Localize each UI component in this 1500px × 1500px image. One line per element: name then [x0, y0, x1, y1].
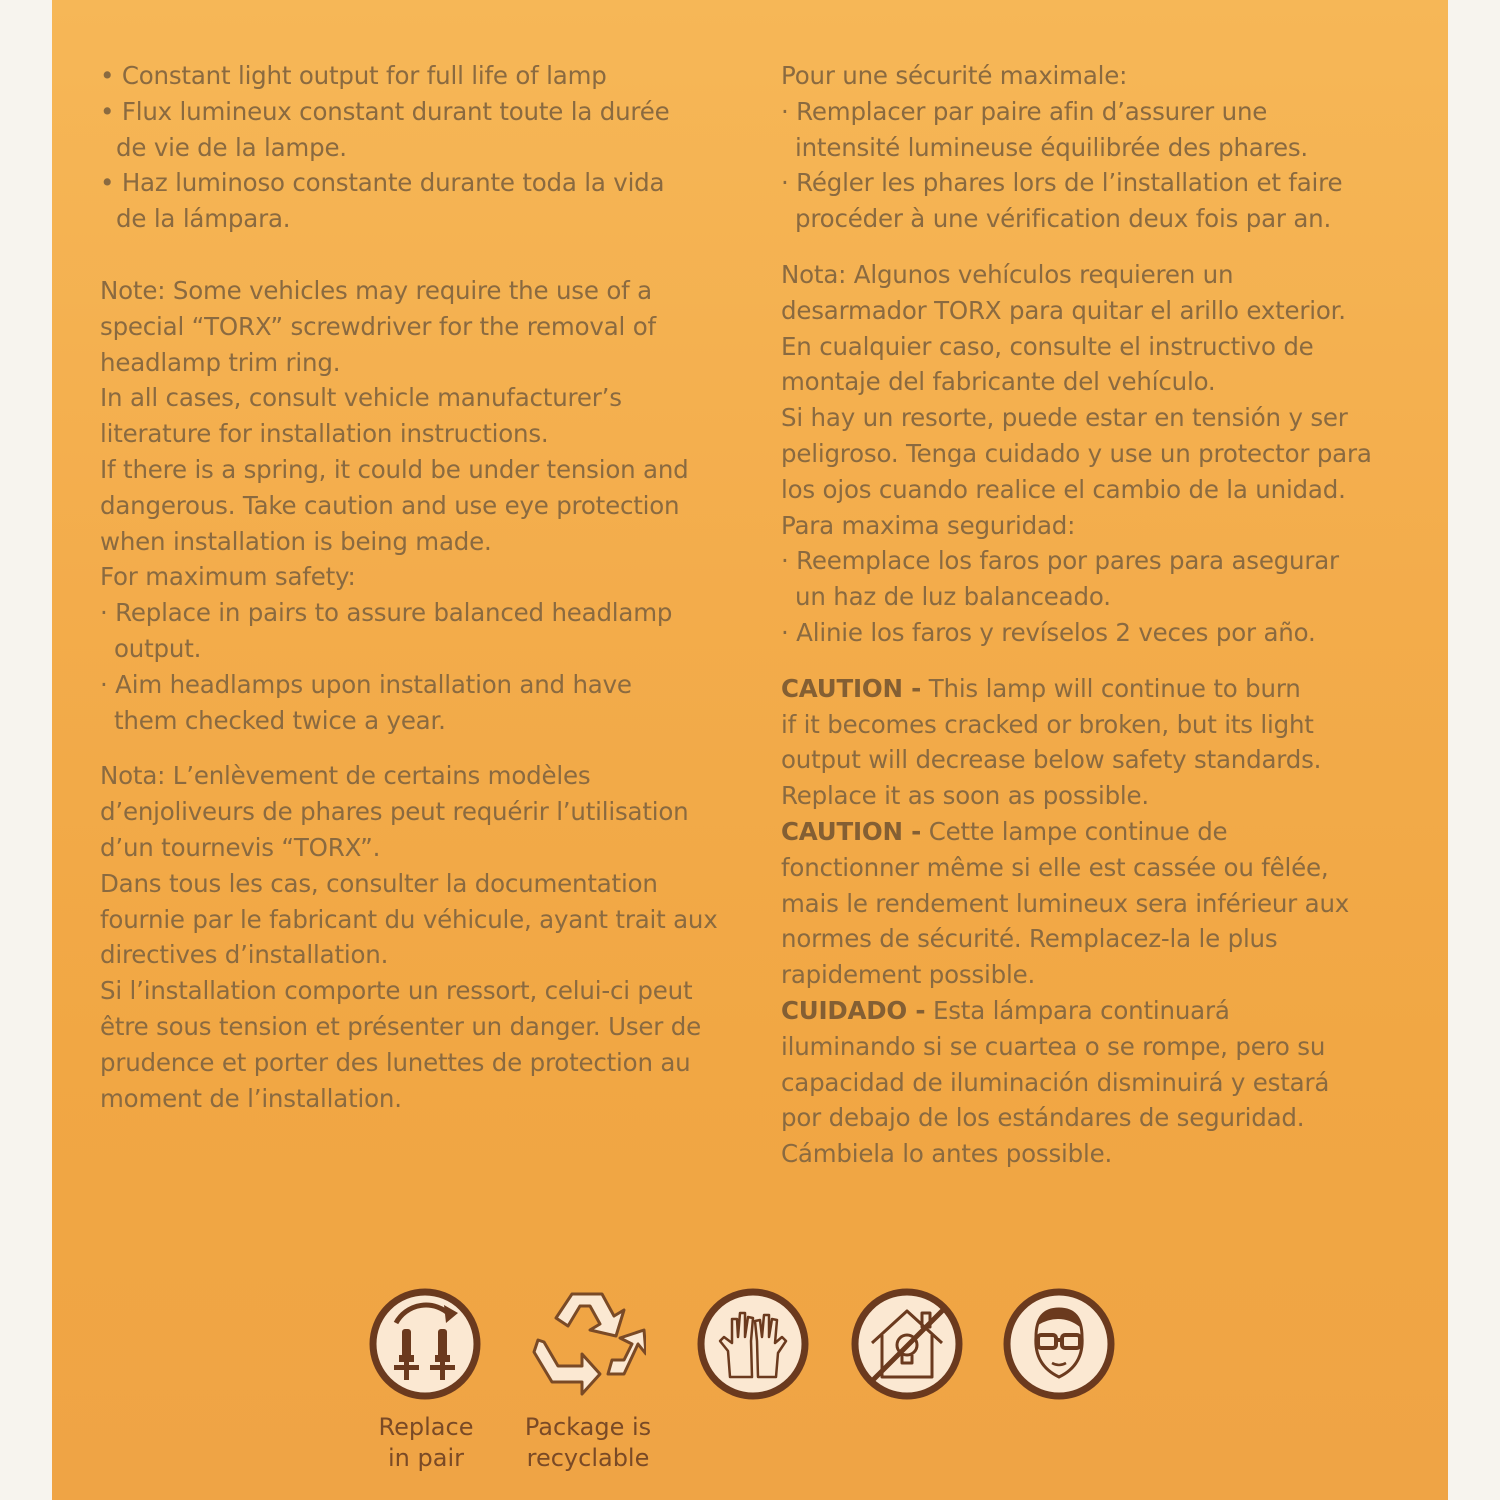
note-fr-line: fournie par le fabricant du véhicule, ayant trait aux: [100, 904, 718, 934]
safety-item-cont: output.: [114, 633, 202, 663]
note-es-line: Para maxima seguridad:: [781, 510, 1076, 540]
note-es-text: : Algunos vehículos requieren un: [838, 259, 1234, 289]
replace-in-pair-label: [346, 1412, 506, 1474]
note-en-line: If there is a spring, it could be under tension and: [100, 454, 689, 484]
caution-en-label: CAUTION -: [781, 673, 922, 703]
safety-item: · Aim headlamps upon installation and have: [100, 669, 632, 699]
caution-fr-line: normes de sécurité. Remplacez-la le plus: [781, 924, 1278, 954]
fr-safety-item-cont: procéder à une vérification deux fois par an.: [795, 204, 1332, 234]
caution-en-line: if it becomes cracked or broken, but its light: [781, 709, 1314, 739]
note-fr-line: Dans tous les cas, consulter la documentation: [100, 868, 658, 898]
note-fr-line: d’un tournevis “TORX”.: [100, 832, 381, 862]
es-safety-item-cont: un haz de luz balanceado.: [795, 582, 1111, 612]
note-en-label: Note: [100, 275, 158, 305]
caution-es-text: Esta lámpara continuará: [925, 995, 1230, 1025]
bullet-fr: • Flux lumineux constant durant toute la durée: [100, 96, 670, 126]
recyclable-label: [508, 1412, 668, 1474]
note-en-text: : Some vehicles may require the use of a: [157, 275, 652, 305]
fr-safety-item: · Régler les phares lors de l’installation et faire: [781, 168, 1343, 198]
left-column: [100, 58, 740, 1116]
fr-safety-item: · Remplacer par paire afin d’assurer une: [781, 96, 1268, 126]
no-household-use-icon: [848, 1285, 966, 1403]
note-fr-line: prudence et porter des lunettes de protection au: [100, 1047, 691, 1077]
note-fr-text: : L’enlèvement de certains modèles: [157, 761, 591, 791]
note-es-line: En cualquier caso, consulte el instructivo de: [781, 331, 1314, 361]
caution-en-text: This lamp will continue to burn: [921, 673, 1301, 703]
label-line: recyclable: [526, 1444, 650, 1472]
bullet-es: • Haz luminoso constante durante toda la vida: [100, 168, 665, 198]
note-es-line: peligroso. Tenga cuidado y use un protector para: [781, 438, 1372, 468]
es-safety-item: · Alinie los faros y revíselos 2 veces por año.: [781, 617, 1316, 647]
bullet-en: • Constant light output for full life of lamp: [100, 61, 607, 90]
caution-en-line: Replace it as soon as possible.: [781, 781, 1149, 811]
bullet-fr-cont: de vie de la lampe.: [116, 132, 347, 162]
caution-fr-line: rapidement possible.: [781, 960, 1036, 990]
note-fr-line: Si l’installation comporte un ressort, celui-ci peut: [100, 976, 693, 1006]
label-line: Replace: [378, 1413, 474, 1441]
note-es-label: Nota: [781, 259, 839, 289]
note-en-line: literature for installation instructions.: [100, 419, 549, 449]
caution-es-line: capacidad de iluminación disminuirá y estará: [781, 1067, 1330, 1097]
caution-fr-line: fonctionner même si elle est cassée ou fêlée,: [781, 852, 1329, 882]
note-fr-line: d’enjoliveurs de phares peut requérir l’utilisation: [100, 797, 689, 827]
caution-es-first: [781, 993, 1421, 1029]
label-line: in pair: [388, 1444, 464, 1472]
caution-fr-first: [781, 814, 1421, 850]
right-column: [781, 58, 1421, 1172]
note-es-line: desarmador TORX para quitar el arillo exterior.: [781, 295, 1346, 325]
note-en-line: special “TORX” screwdriver for the removal of: [100, 311, 656, 341]
caution-es-label: CUIDADO -: [781, 995, 926, 1025]
note-es-first: [781, 257, 1421, 293]
note-fr-label: Nota: [100, 761, 158, 791]
note-es-line: los ojos cuando realice el cambio de la unidad.: [781, 474, 1346, 504]
es-safety-item: · Reemplace los faros por pares para asegurar: [781, 546, 1339, 576]
caution-es-line: iluminando si se cuartea o se rompe, pero su: [781, 1031, 1326, 1061]
replace-in-pair-icon: [366, 1285, 484, 1403]
note-en-line: when installation is being made.: [100, 526, 492, 556]
caution-en-first: [781, 671, 1421, 707]
caution-en-line: output will decrease below safety standards.: [781, 745, 1322, 775]
note-fr-first: [100, 758, 740, 794]
note-en-line: For maximum safety:: [100, 562, 356, 592]
note-en-line: dangerous. Take caution and use eye protection: [100, 490, 680, 520]
note-en-line: In all cases, consult vehicle manufacturer’s: [100, 383, 622, 413]
bullet-es-cont: de la lámpara.: [116, 204, 291, 234]
caution-fr-text: Cette lampe continue de: [921, 816, 1228, 846]
safety-item: · Replace in pairs to assure balanced headlamp: [100, 598, 673, 628]
fr-safety-heading: Pour une sécurité maximale:: [781, 61, 1128, 90]
safety-item-cont: them checked twice a year.: [114, 705, 446, 735]
note-fr-line: directives d’installation.: [100, 940, 389, 970]
recycle-icon: [528, 1282, 646, 1400]
caution-es-line: Cámbiela lo antes possible.: [781, 1139, 1113, 1169]
label-line: Package is: [524, 1413, 652, 1441]
safety-glasses-icon: [1000, 1285, 1118, 1403]
caution-es-line: por debajo de los estándares de seguridad.: [781, 1103, 1305, 1133]
caution-fr-label: CAUTION -: [781, 816, 922, 846]
note-es-line: montaje del fabricante del vehículo.: [781, 367, 1216, 397]
note-en-line: headlamp trim ring.: [100, 347, 341, 377]
fr-safety-item-cont: intensité lumineuse équilibrée des phares.: [795, 132, 1308, 162]
note-fr-line: moment de l’installation.: [100, 1083, 402, 1113]
note-fr-line: être sous tension et présenter un danger. User de: [100, 1011, 701, 1041]
note-es-line: Si hay un resorte, puede estar en tensión y ser: [781, 403, 1348, 433]
gloves-icon: [694, 1285, 812, 1403]
caution-fr-line: mais le rendement lumineux sera inférieur aux: [781, 888, 1350, 918]
note-en-first: [100, 273, 740, 309]
